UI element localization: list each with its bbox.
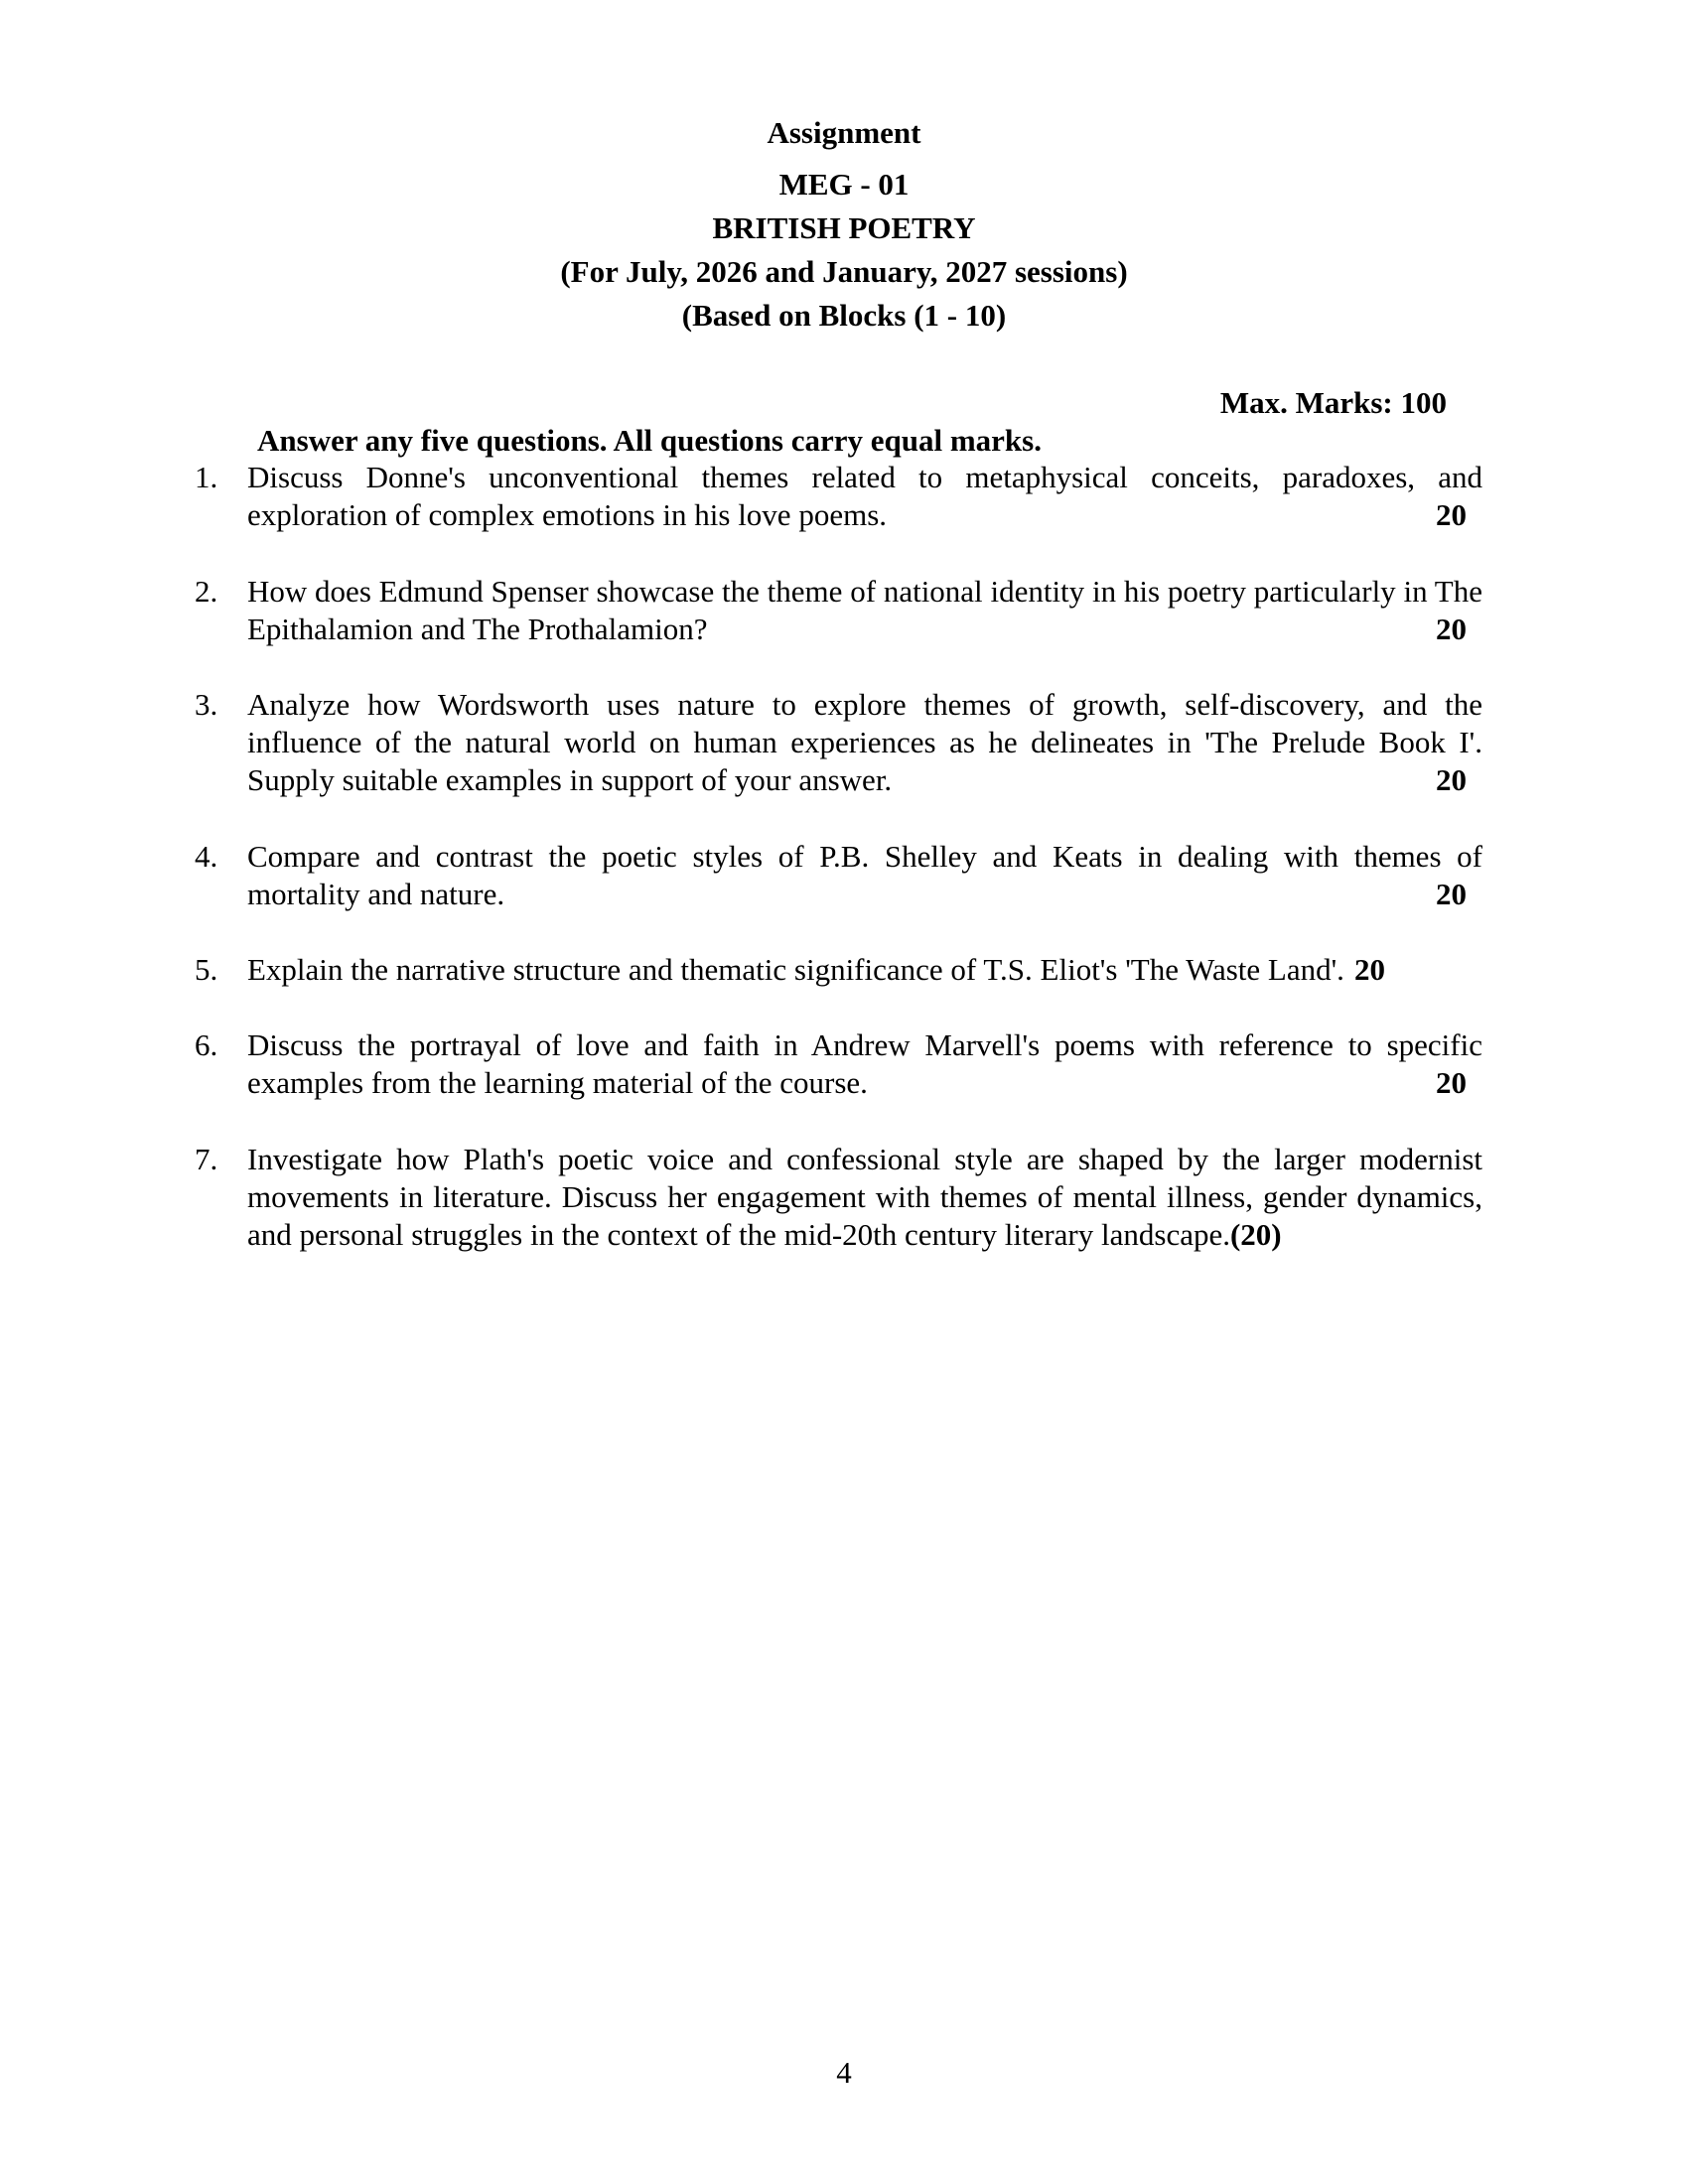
question-number: 6. [195,1027,218,1062]
question-text: Discuss the portrayal of love and faith in Andrew Marvell's poems with reference to specific examples from the learning material of the course. [247,1027,1482,1100]
question-text: Compare and contrast the poetic styles of P.B. Shelley and Keats in dealing with themes of mortality and nature. [247,839,1482,911]
blocks-line: (Based on Blocks (1 - 10) [681,298,1007,333]
question-text: Discuss Donne's unconventional themes related to metaphysical conceits, paradoxes, and exploration of complex emotions in his love poems. [247,460,1482,532]
course-title: BRITISH POETRY [712,210,976,245]
question-number: 5. [195,952,218,987]
max-marks: Max. Marks: 100 [1219,385,1447,420]
question-number: 7. [195,1142,218,1176]
question-item [195,1141,1482,1254]
question-item [195,459,1482,534]
question-marks: (20) [1229,1217,1282,1252]
page-number: 4 [836,2055,852,2090]
question-marks: 20 [1436,877,1467,911]
question-item [195,1026,1482,1102]
question-item [195,951,1482,989]
question-marks: 20 [1436,497,1467,532]
question-number: 1. [195,460,218,494]
sessions-line: (For July, 2026 and January, 2027 sessions) [560,254,1128,289]
question-text-line [247,951,1482,989]
course-code: MEG - 01 [778,167,910,202]
question-marks: 20 [1353,952,1385,987]
question-marks: 20 [1436,762,1467,797]
question-marks: 20 [1436,1065,1467,1100]
question-text-line [247,1141,1482,1254]
instructions: Answer any five questions. All questions carry equal marks. [257,423,1042,458]
assignment-heading: Assignment [767,115,921,150]
question-text: Analyze how Wordsworth uses nature to explore themes of growth, self-discovery, and the influence of the natural world on human experiences as he delineates in 'The Prelude Book I'. Supply suitable examples in support of your answer. [247,687,1482,797]
question-number: 3. [195,687,218,722]
question-item [195,573,1482,648]
question-text: Investigate how Plath's poetic voice and confessional style are shaped by the larger modernist movements in literature. Discuss her engagement with themes of mental illness, gender dynamics, and personal struggles in the context of the mid-20th century literary landscape. [247,1142,1482,1252]
question-marks: 20 [1436,612,1467,646]
question-number: 4. [195,839,218,874]
question-item [195,838,1482,913]
question-item [195,686,1482,799]
question-text: How does Edmund Spenser showcase the theme of national identity in his poetry particularly in The Epithalamion and The Prothalamion? [247,574,1482,646]
question-number: 2. [195,574,218,609]
question-text: Explain the narrative structure and thematic significance of T.S. Eliot's 'The Waste Land'. [247,952,1344,987]
